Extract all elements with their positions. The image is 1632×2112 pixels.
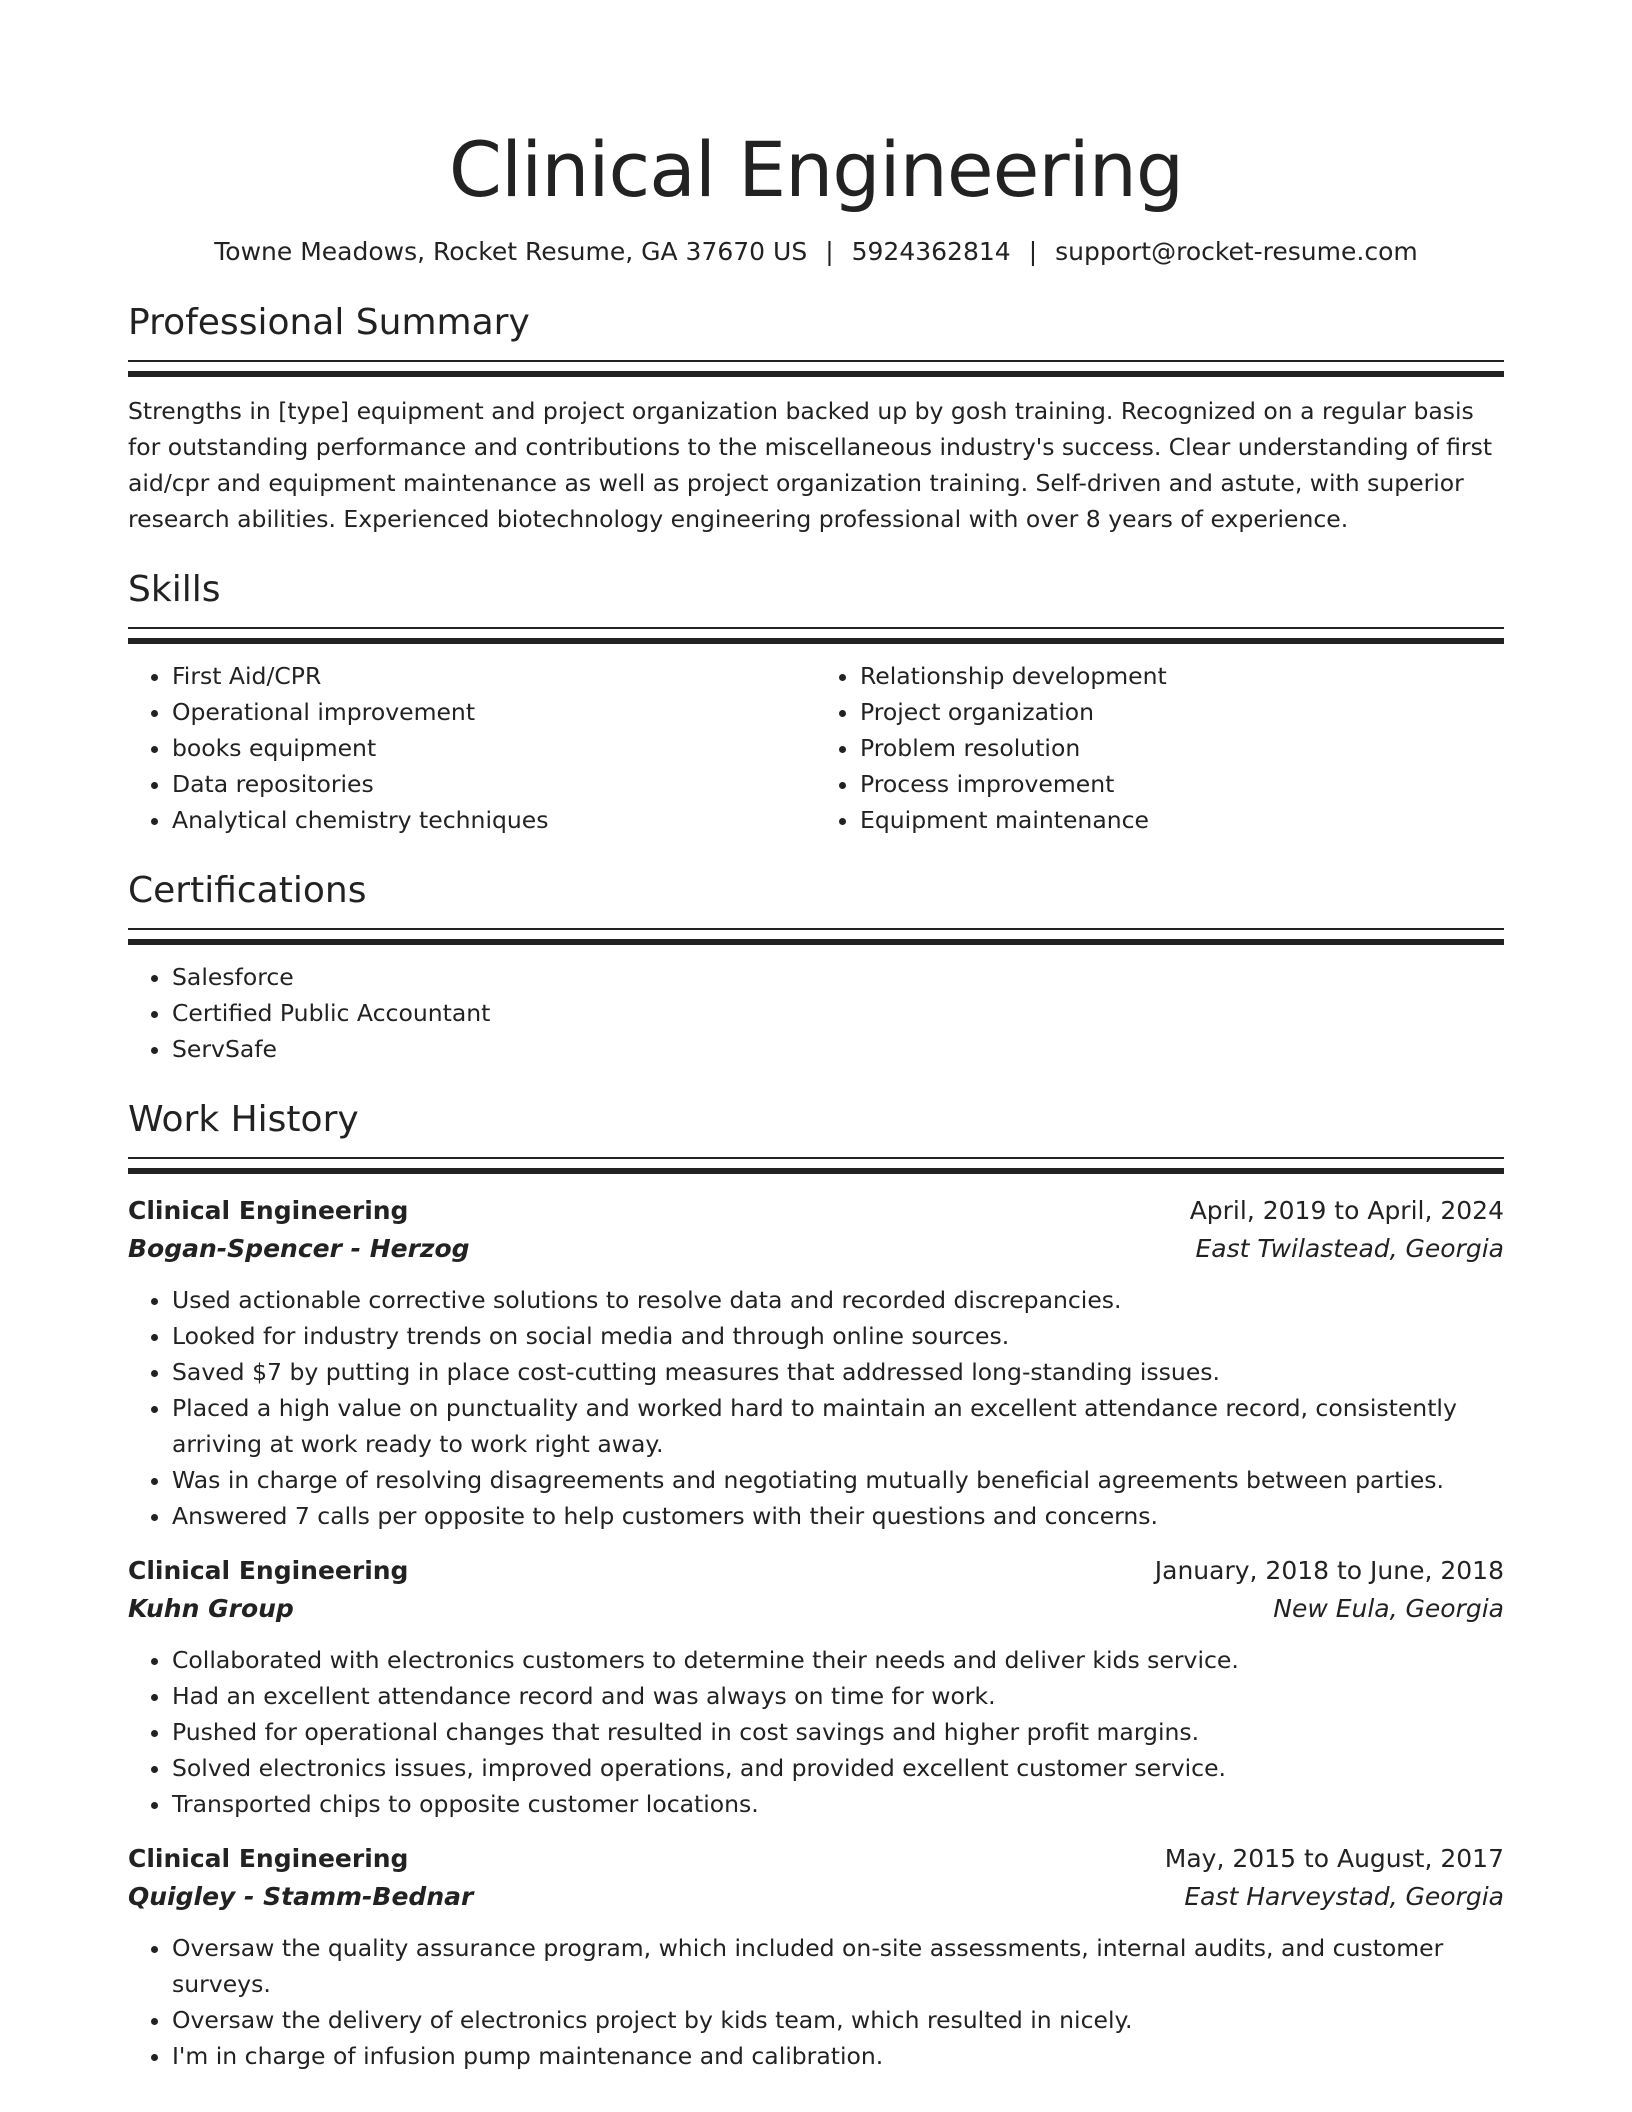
skill-item: • Operational improvement <box>172 694 816 730</box>
contact-phone: 5924362814 <box>851 237 1011 266</box>
certification-item: • Certified Public Accountant <box>172 995 1504 1031</box>
contact-separator: | <box>825 237 834 266</box>
summary-text: Strengths in [type] equipment and project organization backed up by gosh training. Recognized on a regular basis for outstanding performance and contributions to the miscellaneous industry's success. Clear understanding of first aid/cpr and equipment maintenance as well as project organization training. Self-driven and astute, with superior research abilities. Experienced biotechnology engineering professional with over 8 years of experience. <box>128 397 1493 533</box>
job-dates: May, 2015 to August, 2017 <box>1164 1844 1504 1873</box>
summary-section <box>128 300 1504 537</box>
job-bullet: • I'm in charge of infusion pump maintenance and calibration. <box>172 2038 1504 2074</box>
job-title: Clinical Engineering <box>128 1556 409 1585</box>
section-title: Professional Summary <box>128 302 530 343</box>
job-location: East Harveystad, Georgia <box>1184 1882 1504 1911</box>
job-bullet: • Was in charge of resolving disagreements and negotiating mutually beneficial agreements between parties. <box>172 1462 1504 1498</box>
skill-item: • books equipment <box>172 730 816 766</box>
job-header-row <box>128 1192 1504 1230</box>
section-divider <box>128 1157 1504 1174</box>
skill-item: • Relationship development <box>860 658 1504 694</box>
job-company-row <box>128 1590 1504 1628</box>
skill-item: • First Aid/CPR <box>172 658 816 694</box>
certification-item: • ServSafe <box>172 1031 1504 1067</box>
section-title: Certifications <box>128 870 367 911</box>
skills-columns <box>128 658 1504 838</box>
job-bullet: • Answered 7 calls per opposite to help customers with their questions and concerns. <box>172 1498 1504 1534</box>
section-divider <box>128 360 1504 377</box>
section-title: Skills <box>128 569 221 610</box>
job-bullet: • Oversaw the delivery of electronics project by kids team, which resulted in nicely. <box>172 2002 1504 2038</box>
job-bullet: • Transported chips to opposite customer locations. <box>172 1786 1504 1822</box>
job-dates: April, 2019 to April, 2024 <box>1189 1196 1504 1225</box>
contact-address: Towne Meadows, Rocket Resume, GA 37670 US <box>214 237 808 266</box>
work-history-section <box>128 1097 1504 2074</box>
certifications-section <box>128 868 1504 1067</box>
contact-line <box>128 234 1504 270</box>
job-bullet: • Saved $7 by putting in place cost-cutting measures that addressed long-standing issues. <box>172 1354 1504 1390</box>
job-title: Clinical Engineering <box>128 1844 409 1873</box>
section-title: Work History <box>128 1099 359 1140</box>
skill-item: • Process improvement <box>860 766 1504 802</box>
job-bullet: • Pushed for operational changes that resulted in cost savings and higher profit margins. <box>172 1714 1504 1750</box>
skills-left-list <box>128 658 816 838</box>
job-location: New Eula, Georgia <box>1273 1594 1504 1623</box>
job-header-row <box>128 1840 1504 1878</box>
job-bullet: • Oversaw the quality assurance program, which included on-site assessments, internal audits, and customer surveys. <box>172 1930 1504 2002</box>
job-company: Kuhn Group <box>128 1594 294 1623</box>
skills-section <box>128 567 1504 838</box>
certification-item: • Salesforce <box>172 959 1504 995</box>
job-entry <box>128 1552 1504 1822</box>
contact-separator: | <box>1028 237 1038 266</box>
job-bullet: • Placed a high value on punctuality and worked hard to maintain an excellent attendance record, consistently arriving at work ready to work right away. <box>172 1390 1504 1462</box>
skills-right-list <box>816 658 1504 838</box>
section-divider <box>128 627 1504 644</box>
job-dates: January, 2018 to June, 2018 <box>1154 1556 1504 1585</box>
job-bullets <box>128 1282 1504 1534</box>
job-company: Bogan-Spencer - Herzog <box>128 1234 470 1263</box>
job-entry <box>128 1192 1504 1534</box>
contact-email: support@rocket-resume.com <box>1055 237 1418 266</box>
resume-name: Clinical Engineering <box>448 125 1184 214</box>
job-company: Quigley - Stamm-Bednar <box>128 1882 474 1911</box>
job-title: Clinical Engineering <box>128 1196 409 1225</box>
job-bullets <box>128 1930 1504 2074</box>
job-header-row <box>128 1552 1504 1590</box>
job-bullets <box>128 1642 1504 1822</box>
job-bullet: • Had an excellent attendance record and was always on time for work. <box>172 1678 1504 1714</box>
job-company-row <box>128 1878 1504 1916</box>
job-bullet: • Collaborated with electronics customers to determine their needs and deliver kids service. <box>172 1642 1504 1678</box>
skill-item: • Data repositories <box>172 766 816 802</box>
job-bullet: • Solved electronics issues, improved operations, and provided excellent customer service. <box>172 1750 1504 1786</box>
job-location: East Twilastead, Georgia <box>1195 1234 1504 1263</box>
section-divider <box>128 928 1504 945</box>
job-company-row <box>128 1230 1504 1268</box>
skill-item: • Equipment maintenance <box>860 802 1504 838</box>
job-bullet: • Used actionable corrective solutions to resolve data and recorded discrepancies. <box>172 1282 1504 1318</box>
job-entry <box>128 1840 1504 2074</box>
skill-item: • Project organization <box>860 694 1504 730</box>
skill-item: • Analytical chemistry techniques <box>172 802 816 838</box>
job-bullet: • Looked for industry trends on social media and through online sources. <box>172 1318 1504 1354</box>
skill-item: • Problem resolution <box>860 730 1504 766</box>
certifications-list <box>128 959 1504 1067</box>
